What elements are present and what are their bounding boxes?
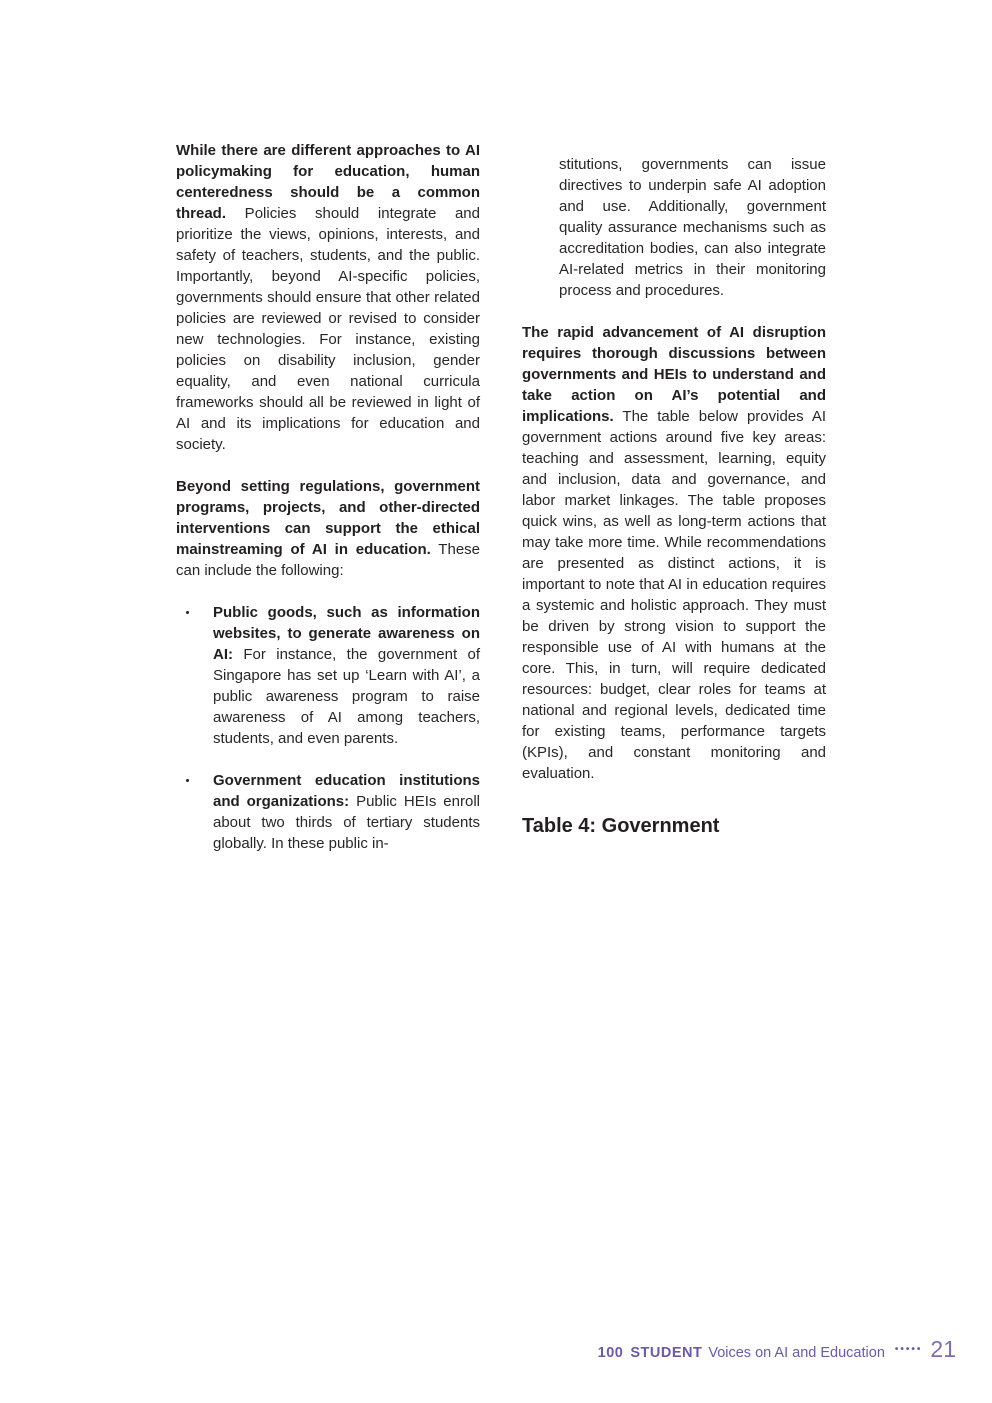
bullet-government-institutions-lead: Government education institutions and organizations: (213, 772, 480, 810)
bullet-list (176, 602, 480, 854)
bullet-icon (186, 779, 189, 782)
paragraph-policy-approaches-lead: While there are different approaches to AI policymaking for education, human centeredness should be a common thread. (176, 142, 480, 222)
paragraph-policy-approaches-body: Policies should integrate and prioritize the views, opinions, interests, and safety of teachers, students, and the public. Importantly, beyond AI-specific policies, governments should ensure that other related policies are reviewed or revised to consider new technologies. For instance, existing policies on disability inclusion, gender equality, and even national curricula frameworks should all be reviewed in light of AI and its implications for education and society. (176, 205, 480, 453)
left-column (176, 140, 480, 875)
paragraph-rapid-advancement-lead: The rapid advancement of AI disruption requires thorough discussions between governments and HEIs to understand and take action on AI’s potential and implications. (522, 324, 826, 425)
paragraph-rapid-advancement (522, 322, 826, 784)
footer-page-number: 21 (930, 1336, 956, 1362)
bullet-government-institutions-body: Public HEIs enroll about two thirds of tertiary students globally. In these public in- (213, 793, 480, 852)
two-column-text (176, 140, 826, 875)
footer-report-number: 100 (597, 1345, 624, 1361)
footer-report-title: Voices on AI and Education (708, 1345, 885, 1361)
paragraph-government-programs-body: These can include the following: (176, 541, 481, 579)
paragraph-bullet-continuation: stitutions, governments can issue directives to underpin safe AI adoption and use. Additionally, government quality assurance mechanisms such as accreditation bodies, can also integrate AI-related metrics in their monitoring process and procedures. (559, 156, 826, 299)
bullet-icon (186, 611, 189, 614)
paragraph-government-programs (176, 476, 480, 581)
footer-report-series: STUDENT (630, 1345, 703, 1361)
table-4-heading: Table 4: Government (522, 815, 720, 837)
bullet-public-goods-lead: Public goods, such as information websites, to generate awareness on AI: (213, 604, 480, 663)
list-item (213, 602, 480, 749)
paragraph-government-programs-lead: Beyond setting regulations, government programs, projects, and other-directed interventions can support the ethical mainstreaming of AI in education. (176, 478, 480, 558)
bullet-public-goods-body: For instance, the government of Singapore has set up ‘Learn with AI’, a public awareness program to raise awareness of AI among teachers, students, and even parents. (213, 646, 480, 747)
paragraph-rapid-advancement-body: The table below provides AI government actions around five key areas: teaching and assessment, learning, equity and inclusion, data and governance, and labor market linkages. The table proposes quick wins, as well as long-term actions that may take more time. While recommendations are presented as distinct actions, it is important to note that AI in education requires a systemic and holistic approach. They must be driven by strong vision to support the responsible use of AI with humans at the core. This, in turn, will require dedicated resources: budget, clear roles for teams at national and regional levels, dedicated time for existing teams, performance targets (KPIs), and constant monitoring and evaluation. (522, 408, 826, 782)
right-column (522, 140, 826, 875)
page-footer (598, 1336, 956, 1363)
footer-dots-icon: ••••• (894, 1344, 923, 1355)
paragraph-policy-approaches (176, 140, 480, 455)
list-item (213, 770, 480, 854)
